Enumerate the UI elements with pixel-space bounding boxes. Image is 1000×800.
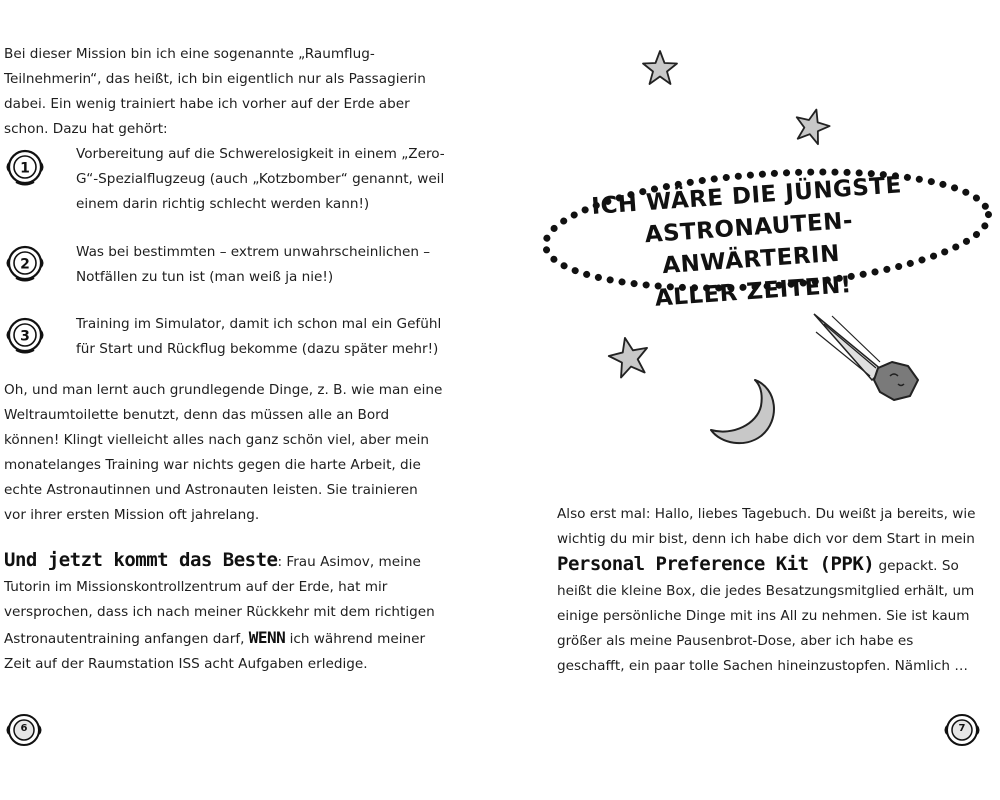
helmet-number-3-icon [4,314,46,356]
highlight-term: Personal Preference Kit (PPK) [557,553,875,575]
page-number-badge [942,710,982,750]
svg-text:2: 2 [20,256,30,273]
moon-icon [705,376,785,448]
highlight-heading: Und jetzt kommt das Beste [4,549,278,571]
svg-text:1: 1 [20,160,30,177]
speech-bubble-line: ASTRONAUTEN-ANWÄRTERIN [643,207,854,280]
speech-bubble-text [576,168,924,319]
meteor-icon [810,310,925,410]
page-number: 6 [20,723,28,734]
list-item [0,142,480,217]
star-icon [606,334,652,380]
paragraph-text: : Frau Asimov, meine Tutorin im Missionskontrollzentrum auf der Erde, hat mir versprochen, dass ich nach meiner Rückkehr mit dem richtigen Astronautentraining anfangen darf, [4,554,435,647]
paragraph-text: Also erst mal: Hallo, liebes Tagebuch. Du weißt ja bereits, wie wichtig du mir bist, denn ich habe dich vor dem Start in mein [557,506,976,547]
list-item-text: Vorbereitung auf die Schwerelosigkeit in einem „Zero-G“-Spezialflugzeug (auch „Kotzbomber“ genannt, weil einem darin richtig schlecht werden kann!) [76,146,445,212]
speech-bubble-line: ICH WÄRE DIE JÜNGSTE [590,172,903,220]
star-icon [640,48,680,88]
diary-paragraph [557,502,977,679]
svg-text:3: 3 [20,328,30,345]
list-item [0,312,480,362]
helmet-number-1-icon [4,146,46,188]
helmet-number-2-icon [4,242,46,284]
best-news-paragraph [4,548,444,677]
list-item [0,240,480,290]
training-paragraph: Oh, und man lernt auch grundlegende Dinge, z. B. wie man eine Weltraumtoilette benutzt, denn das müssen alle an Bord können! Klingt vielleicht alles nach ganz schön viel, aber mein monatelanges Training war nichts gegen die harte Arbeit, die echte Astronautinnen und Astronauten leisten. Sie trainieren vor ihrer ersten Mission oft jahrelang. [4,382,443,523]
paragraph-text: gepackt. So heißt die kleine Box, die jedes Besatzungsmitglied erhält, um einige persönliche Dinge mit ins All zu nehmen. Sie ist kaum größer als meine Pausenbrot-Dose, aber ich habe es geschafft, ein paar tolle Sachen hineinzustopfen. Nämlich … [557,558,975,674]
speech-bubble-line: ALLER ZEITEN! [654,272,853,312]
emphasis-word: WENN [248,628,286,647]
star-icon [792,106,832,146]
paragraph-text: ich während meiner Zeit auf der Raumstation ISS acht Aufgaben erledige. [4,631,426,672]
list-item-text: Was bei bestimmten – extrem unwahrscheinlichen – Notfällen zu tun ist (man weiß ja nie!) [76,244,431,285]
list-item-text: Training im Simulator, damit ich schon mal ein Gefühl für Start und Rückflug bekomme (dazu später mehr!) [76,316,442,357]
page-number-badge [4,710,44,750]
right-page [500,0,1000,800]
page-number: 7 [958,723,966,734]
intro-paragraph: Bei dieser Mission bin ich eine sogenannte „Raumflug-Teilnehmerin“, das heißt, ich bin eigentlich nur als Passagierin dabei. Ein wenig trainiert habe ich vorher auf der Erde aber schon. Dazu hat gehört: [4,46,426,137]
